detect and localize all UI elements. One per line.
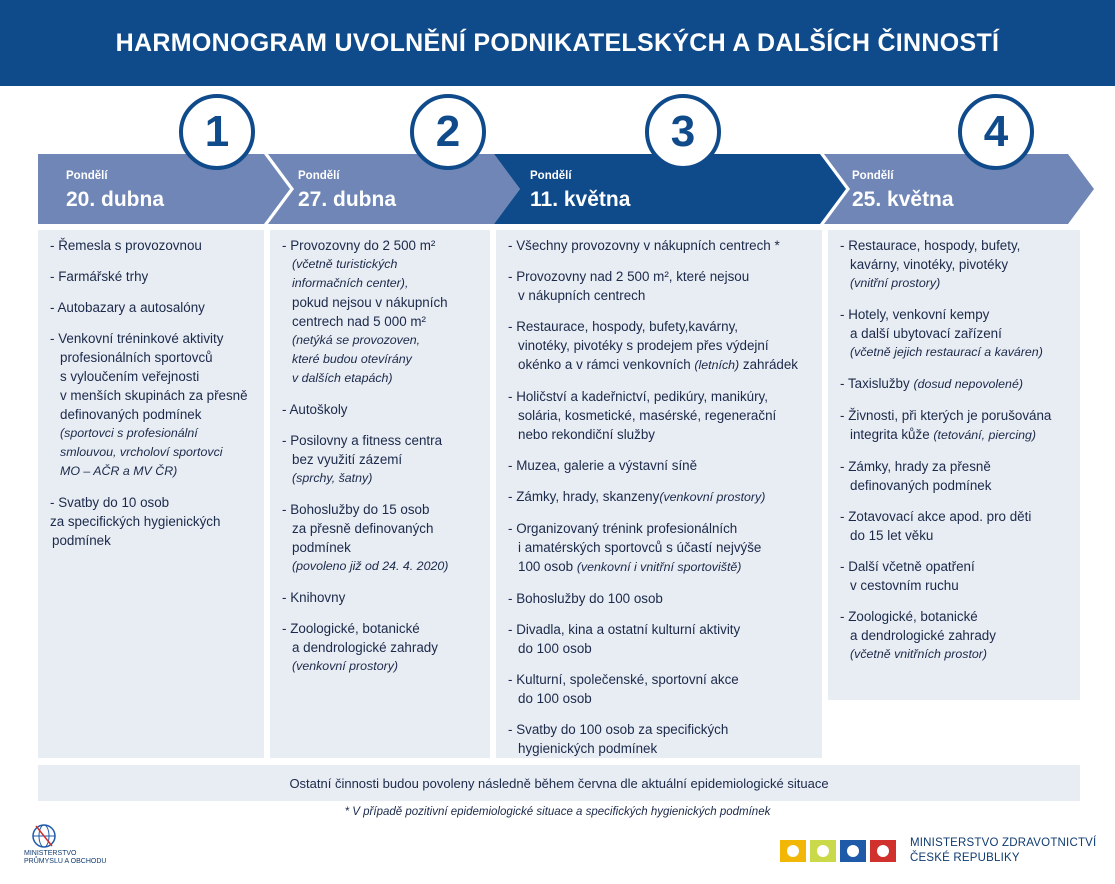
list-item: - Venkovní tréninkové aktivity profesionálních sportovců s vyloučením veřejnosti v menších skupinách za přesně definovaných podmínek (sportovci s profesionální smlouvou, vrcholoví sportovci MO – AČR a MV ČR) bbox=[50, 329, 256, 481]
list-item: - Hotely, venkovní kempy a další ubytovací zařízení (včetně jejich restaurací a kaváren) bbox=[840, 305, 1072, 362]
phase-1-date: 20. dubna bbox=[66, 188, 165, 211]
list-item: - Restaurace, hospody, bufety, kavárny, vinotéky, pivotéky (vnitřní prostory) bbox=[840, 236, 1072, 293]
list-item: - Řemesla s provozovnou bbox=[50, 236, 256, 255]
list-item: - Divadla, kina a ostatní kulturní aktivity do 100 osob bbox=[508, 620, 814, 658]
phase-4-day: Pondělí bbox=[852, 170, 894, 182]
footer-text: Ostatní činnosti budou povoleny následně během června dle aktuální epidemiologické situace bbox=[289, 775, 829, 791]
footnote: * V případě pozitivní epidemiologické situace a specifických hygienických podmínek bbox=[344, 806, 771, 818]
phase-4-list bbox=[828, 230, 1080, 700]
phase-2-day: Pondělí bbox=[298, 170, 340, 182]
list-item: - Zotavovací akce apod. pro děti do 15 let věku bbox=[840, 507, 1072, 545]
globe-icon bbox=[24, 820, 64, 848]
list-item: - Posilovny a fitness centra bez využití zázemí (sprchy, šatny) bbox=[282, 431, 482, 488]
list-item: - Živnosti, při kterých je porušována integrita kůže (tetování, piercing) bbox=[840, 406, 1072, 445]
phase-2-date: 27. dubna bbox=[298, 188, 397, 211]
phase-1-list bbox=[38, 230, 264, 758]
footer-note-bar bbox=[38, 765, 1080, 801]
mpo-logo-text: MINISTERSTVO PRŮMYSLU A OBCHODU bbox=[24, 850, 107, 865]
campaign-logo bbox=[780, 836, 900, 866]
phase-1-day: Pondělí bbox=[66, 170, 108, 182]
list-item: - Zoologické, botanické a dendrologické zahrady (včetně vnitřních prostor) bbox=[840, 607, 1072, 664]
list-item: - Všechny provozovny v nákupních centrech * bbox=[508, 236, 814, 255]
list-item: - Zoologické, botanické a dendrologické zahrady (venkovní prostory) bbox=[282, 619, 482, 676]
phase-2-number: 2 bbox=[410, 94, 486, 170]
phase-3-day: Pondělí bbox=[530, 170, 572, 182]
list-item: - Bohoslužby do 100 osob bbox=[508, 589, 814, 608]
phase-3-list bbox=[496, 230, 822, 758]
list-item: - Provozovny do 2 500 m² (včetně turistických informačních center), pokud nejsou v nákupních centrech nad 5 000 m² (netýká se provozoven, které budou otevírány v dalších etapách) bbox=[282, 236, 482, 388]
phase-3-date: 11. května bbox=[530, 188, 631, 211]
list-item: - Farmářské trhy bbox=[50, 267, 256, 286]
phase-3-number: 3 bbox=[645, 94, 721, 170]
phase-4-date: 25. května bbox=[852, 188, 954, 211]
list-item: - Autobazary a autosalóny bbox=[50, 298, 256, 317]
list-item: - Další včetně opatření v cestovním ruchu bbox=[840, 557, 1072, 595]
mz-logo-text: MINISTERSTVO ZDRAVOTNICTVÍ ČESKÉ REPUBLIKY bbox=[910, 837, 1097, 864]
list-item: - Taxislužby (dosud nepovolené) bbox=[840, 374, 1072, 394]
list-item: - Knihovny bbox=[282, 588, 482, 607]
phase-4-number: 4 bbox=[958, 94, 1034, 170]
list-item: - Holičství a kadeřnictví, pedikúry, manikúry, solária, kosmetické, masérské, regenerační nebo rekondiční služby bbox=[508, 387, 814, 444]
phase-1-number: 1 bbox=[179, 94, 255, 170]
phase-2-list bbox=[270, 230, 490, 758]
phase-3-label bbox=[502, 154, 822, 224]
list-item: - Muzea, galerie a výstavní síně bbox=[508, 456, 814, 475]
list-item: - Svatby do 100 osob za specifických hygienických podmínek bbox=[508, 720, 814, 758]
list-item: - Provozovny nad 2 500 m², které nejsou v nákupních centrech bbox=[508, 267, 814, 305]
list-item: - Restaurace, hospody, bufety,kavárny, vinotéky, pivotéky s prodejem přes výdejní okénko a v rámci venkovních (letních) zahrádek bbox=[508, 317, 814, 375]
list-item: - Bohoslužby do 15 osob za přesně definovaných podmínek (povoleno již od 24. 4. 2020) bbox=[282, 500, 482, 576]
list-item: - Svatby do 10 osob za specifických hygienických podmínek bbox=[50, 493, 256, 550]
page-title: HARMONOGRAM UVOLNĚNÍ PODNIKATELSKÝCH A DALŠÍCH ČINNOSTÍ bbox=[115, 28, 1000, 57]
list-item: - Zámky, hrady za přesně definovaných podmínek bbox=[840, 457, 1072, 495]
list-item: - Kulturní, společenské, sportovní akce do 100 osob bbox=[508, 670, 814, 708]
list-item: - Autoškoly bbox=[282, 400, 482, 419]
phase-4-label bbox=[824, 154, 1064, 224]
list-item: - Zámky, hrady, skanzeny(venkovní prostory) bbox=[508, 487, 814, 507]
list-item: - Organizovaný trénink profesionálních i amatérských sportovců s účastí nejvýše 100 osob (venkovní i vnitřní sportoviště) bbox=[508, 519, 814, 577]
mpo-logo bbox=[22, 820, 132, 876]
